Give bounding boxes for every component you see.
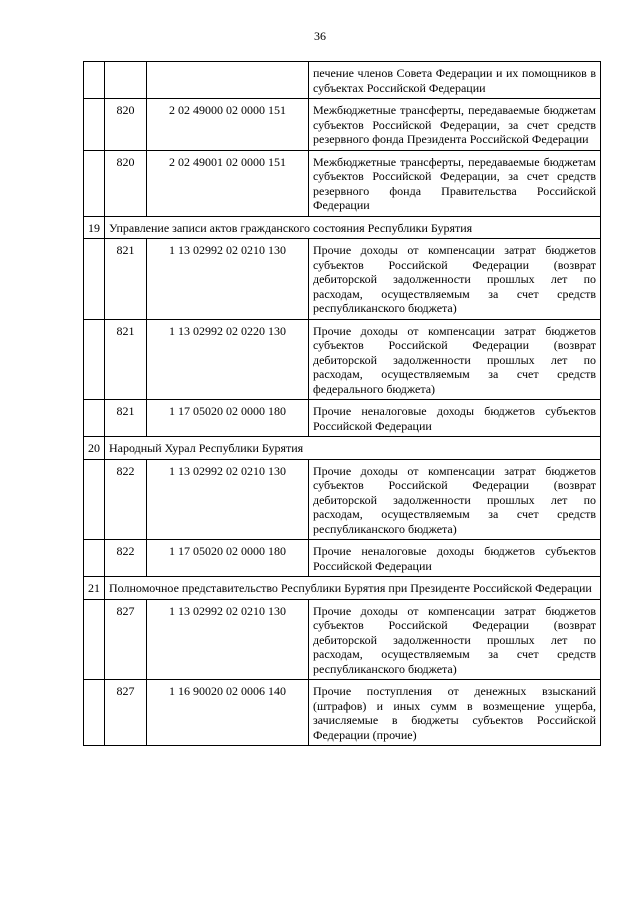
- table-row: [84, 459, 601, 540]
- administrator-code: 822: [105, 540, 147, 577]
- revenue-code: 1 13 02992 02 0210 130: [147, 599, 309, 680]
- administrator-code: 820: [105, 150, 147, 216]
- empty-number-cell: [84, 150, 105, 216]
- revenue-description: Прочие доходы от компенсации затрат бюджетов субъектов Российской Федерации (возврат дебиторской задолженности прошлых лет по расходам, осуществляемым за счет средств республиканского бюджета): [309, 599, 601, 680]
- administrator-code: 827: [105, 680, 147, 746]
- revenue-description: печение членов Совета Федерации и их помощников в субъектах Российской Федерации: [309, 62, 601, 99]
- revenue-codes-table: [83, 61, 601, 746]
- empty-number-cell: [84, 540, 105, 577]
- section-title: Полномочное представительство Республики Бурятия при Президенте Российской Федерации: [105, 577, 601, 600]
- table-row: [84, 599, 601, 680]
- administrator-code: 827: [105, 599, 147, 680]
- empty-number-cell: [84, 400, 105, 437]
- table-row: [84, 319, 601, 400]
- empty-number-cell: [84, 239, 105, 320]
- section-row: [84, 577, 601, 600]
- table-row: [84, 680, 601, 746]
- empty-number-cell: [84, 99, 105, 151]
- page-number: 36: [314, 29, 326, 43]
- revenue-description: Межбюджетные трансферты, передаваемые бюджетам субъектов Российской Федерации, за счет средств резервного фонда Президента Российской Федерации: [309, 99, 601, 151]
- revenue-code: 1 16 90020 02 0006 140: [147, 680, 309, 746]
- empty-number-cell: [84, 62, 105, 99]
- section-number: 20: [84, 437, 105, 460]
- administrator-code: [105, 62, 147, 99]
- administrator-code: 821: [105, 319, 147, 400]
- section-number: 19: [84, 216, 105, 239]
- revenue-code: [147, 62, 309, 99]
- revenue-code: 1 13 02992 02 0220 130: [147, 319, 309, 400]
- administrator-code: 820: [105, 99, 147, 151]
- revenue-description: Прочие неналоговые доходы бюджетов субъектов Российской Федерации: [309, 540, 601, 577]
- revenue-code: 1 17 05020 02 0000 180: [147, 540, 309, 577]
- revenue-code: 1 17 05020 02 0000 180: [147, 400, 309, 437]
- table-row: [84, 150, 601, 216]
- empty-number-cell: [84, 599, 105, 680]
- revenue-code: 2 02 49001 02 0000 151: [147, 150, 309, 216]
- table-body: [84, 62, 601, 746]
- table-row: [84, 62, 601, 99]
- administrator-code: 822: [105, 459, 147, 540]
- section-title: Народный Хурал Республики Бурятия: [105, 437, 601, 460]
- revenue-description: Прочие доходы от компенсации затрат бюджетов субъектов Российской Федерации (возврат дебиторской задолженности прошлых лет по расходам, осуществляемым за счет средств федерального бюджета): [309, 319, 601, 400]
- table-row: [84, 239, 601, 320]
- revenue-description: Прочие поступления от денежных взысканий (штрафов) и иных сумм в возмещение ущерба, зачисляемые в бюджеты субъектов Российской Федерации (прочие): [309, 680, 601, 746]
- revenue-code: 1 13 02992 02 0210 130: [147, 459, 309, 540]
- administrator-code: 821: [105, 239, 147, 320]
- revenue-code: 1 13 02992 02 0210 130: [147, 239, 309, 320]
- empty-number-cell: [84, 680, 105, 746]
- section-row: [84, 216, 601, 239]
- table-row: [84, 400, 601, 437]
- administrator-code: 821: [105, 400, 147, 437]
- table-row: [84, 540, 601, 577]
- section-number: 21: [84, 577, 105, 600]
- revenue-description: Прочие неналоговые доходы бюджетов субъектов Российской Федерации: [309, 400, 601, 437]
- revenue-description: Прочие доходы от компенсации затрат бюджетов субъектов Российской Федерации (возврат дебиторской задолженности прошлых лет по расходам, осуществляемым за счет средств республиканского бюджета): [309, 459, 601, 540]
- table-row: [84, 99, 601, 151]
- revenue-description: Прочие доходы от компенсации затрат бюджетов субъектов Российской Федерации (возврат дебиторской задолженности прошлых лет по расходам, осуществляемым за счет средств республиканского бюджета): [309, 239, 601, 320]
- section-title: Управление записи актов гражданского состояния Республики Бурятия: [105, 216, 601, 239]
- revenue-code: 2 02 49000 02 0000 151: [147, 99, 309, 151]
- revenue-description: Межбюджетные трансферты, передаваемые бюджетам субъектов Российской Федерации, за счет средств резервного фонда Правительства Российской Федерации: [309, 150, 601, 216]
- empty-number-cell: [84, 459, 105, 540]
- section-row: [84, 437, 601, 460]
- empty-number-cell: [84, 319, 105, 400]
